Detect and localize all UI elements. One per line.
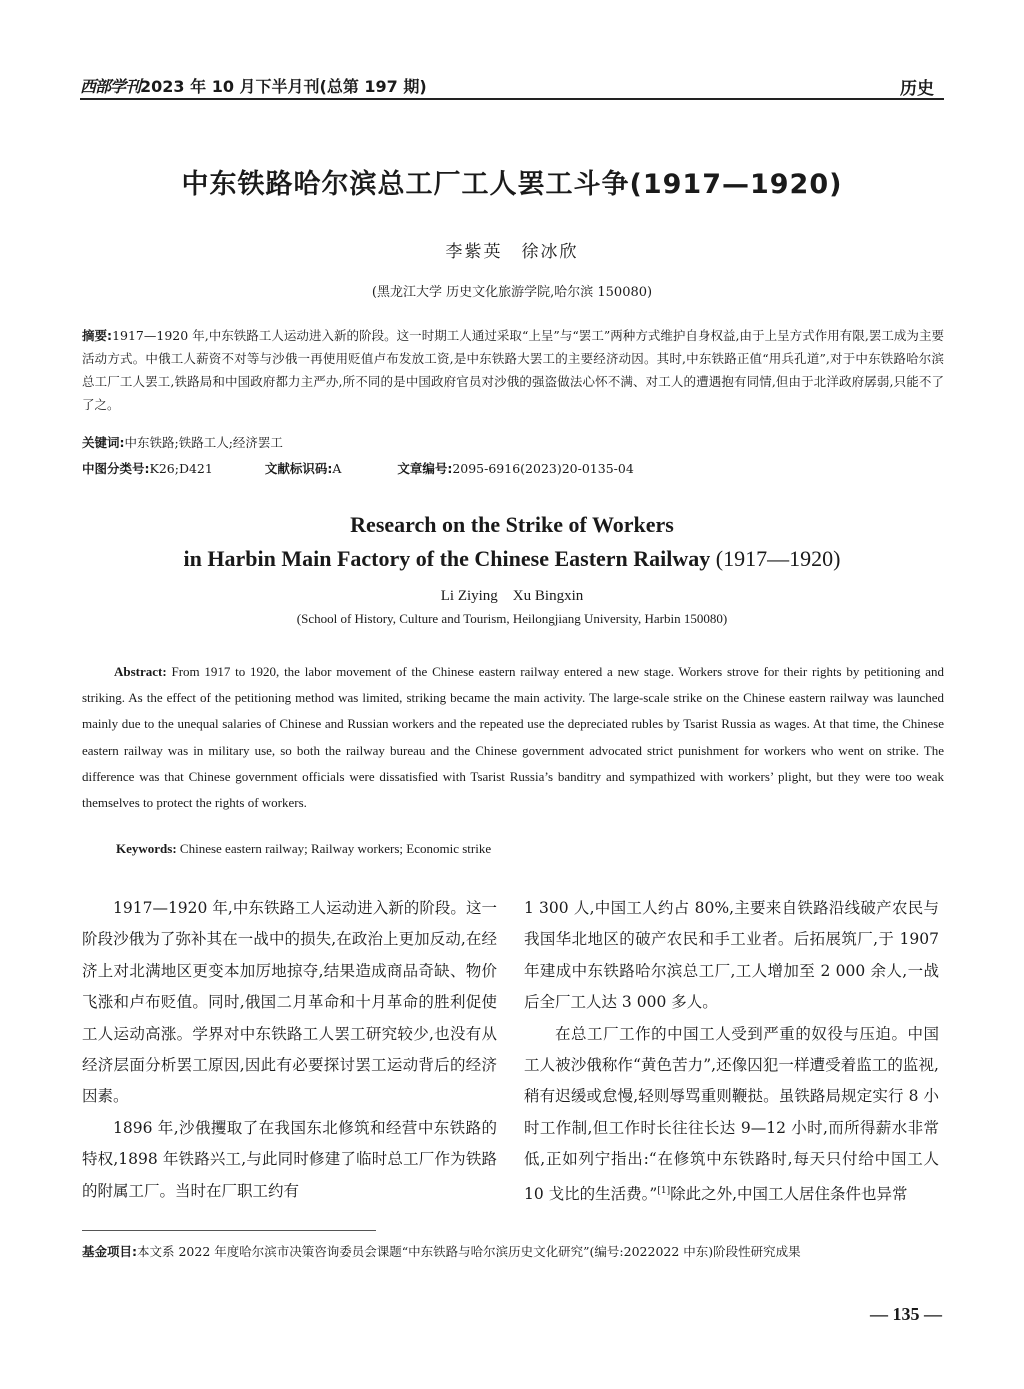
affiliation-english: (School of History, Culture and Tourism, Heilongjiang University, Harbin 150080)	[296, 611, 728, 626]
body-paragraph: 1896 年,沙俄攫取了在我国东北修筑和经营中东铁路的特权,1898 年铁路兴工,与此同时修建了临时总工厂作为铁路的附属工厂。当时在厂职工约有	[82, 1118, 497, 1200]
keywords-english	[116, 841, 491, 857]
doc-code-label: 文献标识码:	[264, 461, 333, 476]
abstract-english-text: From 1917 to 1920, the labor movement of the Chinese eastern railway entered a new stage. Workers strove for their rights by petitioning and striking. As the effect of the petitioning method was limited, striking became the main activity. The large-scale strike on the Chinese eastern railway was launched mainly due to the unequal salaries of Chinese and Russian workers and the repeated use the depreciated rubles by Tsarist Russia as wages. At that time, the Chinese eastern railway was in military use, so both the railway bureau and the Chinese government advocated strict punishment for workers who went on strike. The difference was that Chinese government officials were dissatisfied with Tsarist Russia’s banditry and sympathized with workers’ plight, but they were too weak themselves to protect the rights of workers.	[82, 664, 945, 811]
body-paragraph: 1 300 人,中国工人约占 80%,主要来自铁路沿线破产农民与我国华北地区的破产农民和手工业者。后拓展筑厂,于 1907 年建成中东铁路哈尔滨总工厂,工人增加至 2 000 余人,一战后全厂工人达 3 000 多人。	[524, 899, 939, 1012]
funding-footnote	[82, 1240, 944, 1264]
article-number-value: 2095-6916(2023)20-0135-04	[452, 461, 634, 476]
keywords-english-text: Chinese eastern railway; Railway workers; Economic strike	[179, 841, 492, 856]
abstract-chinese	[82, 324, 944, 416]
body-column-right	[524, 893, 939, 1210]
body-paragraph-text: 除此之外,中国工人居住条件也异常	[670, 1184, 908, 1203]
clc-label: 中图分类号:	[82, 461, 150, 476]
keywords-chinese	[82, 431, 944, 454]
authors-chinese: 李紫英 徐冰欣	[445, 242, 579, 262]
title-english-line1: Research on the Strike of Workers	[350, 512, 674, 537]
affiliation-chinese: (黑龙江大学 历史文化旅游学院,哈尔滨 150080)	[371, 285, 653, 300]
funding-label: 基金项目:	[82, 1244, 137, 1259]
keywords-english-label: Keywords:	[116, 841, 177, 856]
funding-text: 本文系 2022 年度哈尔滨市决策咨询委员会课题“中东铁路与哈尔滨历史文化研究”(编号:2022022 中东)阶段性研究成果	[137, 1244, 801, 1259]
running-header	[80, 70, 944, 100]
journal-brand: 西部学刊	[80, 77, 141, 96]
keywords-chinese-label: 关键词:	[82, 435, 125, 450]
citation-reference: [1]	[657, 1185, 671, 1196]
body-column-left	[82, 893, 497, 1207]
authors-english: Li Ziying Xu Bingxin	[440, 588, 584, 604]
footnote-rule	[82, 1230, 376, 1231]
abstract-chinese-text: 1917—1920 年,中东铁路工人运动进入新的阶段。这一时期工人通过采取“上呈”与“罢工”两种方式维护自身权益,由于上呈方式作用有限,罢工成为主要活动方式。中俄工人薪资不对等与沙俄一再使用贬值卢布发放工资,是中东铁路大罢工的主要经济动因。其时,中东铁路正值“用兵孔道”,对于中东铁路哈尔滨总工厂工人罢工,铁路局和中国政府都力主严办,所不同的是中国政府官员对沙俄的强盗做法心怀不满、对工人的遭遇抱有同情,但由于北洋政府孱弱,只能不了了之。	[82, 328, 944, 412]
title-chinese: 中东铁路哈尔滨总工厂工人罢工斗争(1917—1920)	[181, 169, 843, 200]
section-label: 历史	[900, 79, 934, 99]
article-number-label: 文章编号:	[397, 461, 453, 476]
header-rule	[80, 98, 944, 100]
title-english-years: (1917—1920)	[715, 546, 841, 571]
abstract-english-label: Abstract:	[114, 664, 167, 679]
keywords-chinese-text: 中东铁路;铁路工人;经济罢工	[124, 435, 283, 450]
body-paragraph-text: 在总工厂工作的中国工人受到严重的奴役与压迫。中国工人被沙俄称作“黄色苦力”,还像囚犯一样遭受着监工的监视,稍有迟缓或怠慢,轻则辱骂重则鞭挞。虽铁路局规定实行 8 小时工作制,但工作时长往往长达 9—12 小时,而所得薪水非常低,正如列宁指出:“在修筑中东铁路时,每天只付给中国工人 10 戈比的生活费。”	[524, 1024, 939, 1203]
title-english-line2	[0, 546, 1024, 572]
body-paragraph	[524, 1019, 939, 1211]
doc-code-value: A	[332, 461, 342, 476]
clc-value: K26;D421	[149, 461, 213, 476]
body-paragraph: 1917—1920 年,中东铁路工人运动进入新的阶段。这一阶段沙俄为了弥补其在一战中的损失,在政治上更加反动,在经济上对北满地区更变本加厉地掠夺,结果造成商品奇缺、物价飞涨和卢布贬值。同时,俄国二月革命和十月革命的胜利促使工人运动高涨。学界对中东铁路工人罢工研究较少,也没有从经济层面分析罢工原因,因此有必要探讨罢工运动背后的经济因素。	[82, 899, 497, 1106]
abstract-chinese-label: 摘要:	[82, 328, 113, 343]
title-english-line2-text: in Harbin Main Factory of the Chinese Eastern Railway	[183, 546, 711, 571]
page-number: — 135 —	[870, 1304, 942, 1324]
classification-row	[82, 459, 944, 477]
abstract-english	[82, 659, 944, 816]
journal-issue: 2023 年 10 月下半月刊(总第 197 期)	[140, 77, 427, 96]
journal-name	[80, 74, 427, 97]
